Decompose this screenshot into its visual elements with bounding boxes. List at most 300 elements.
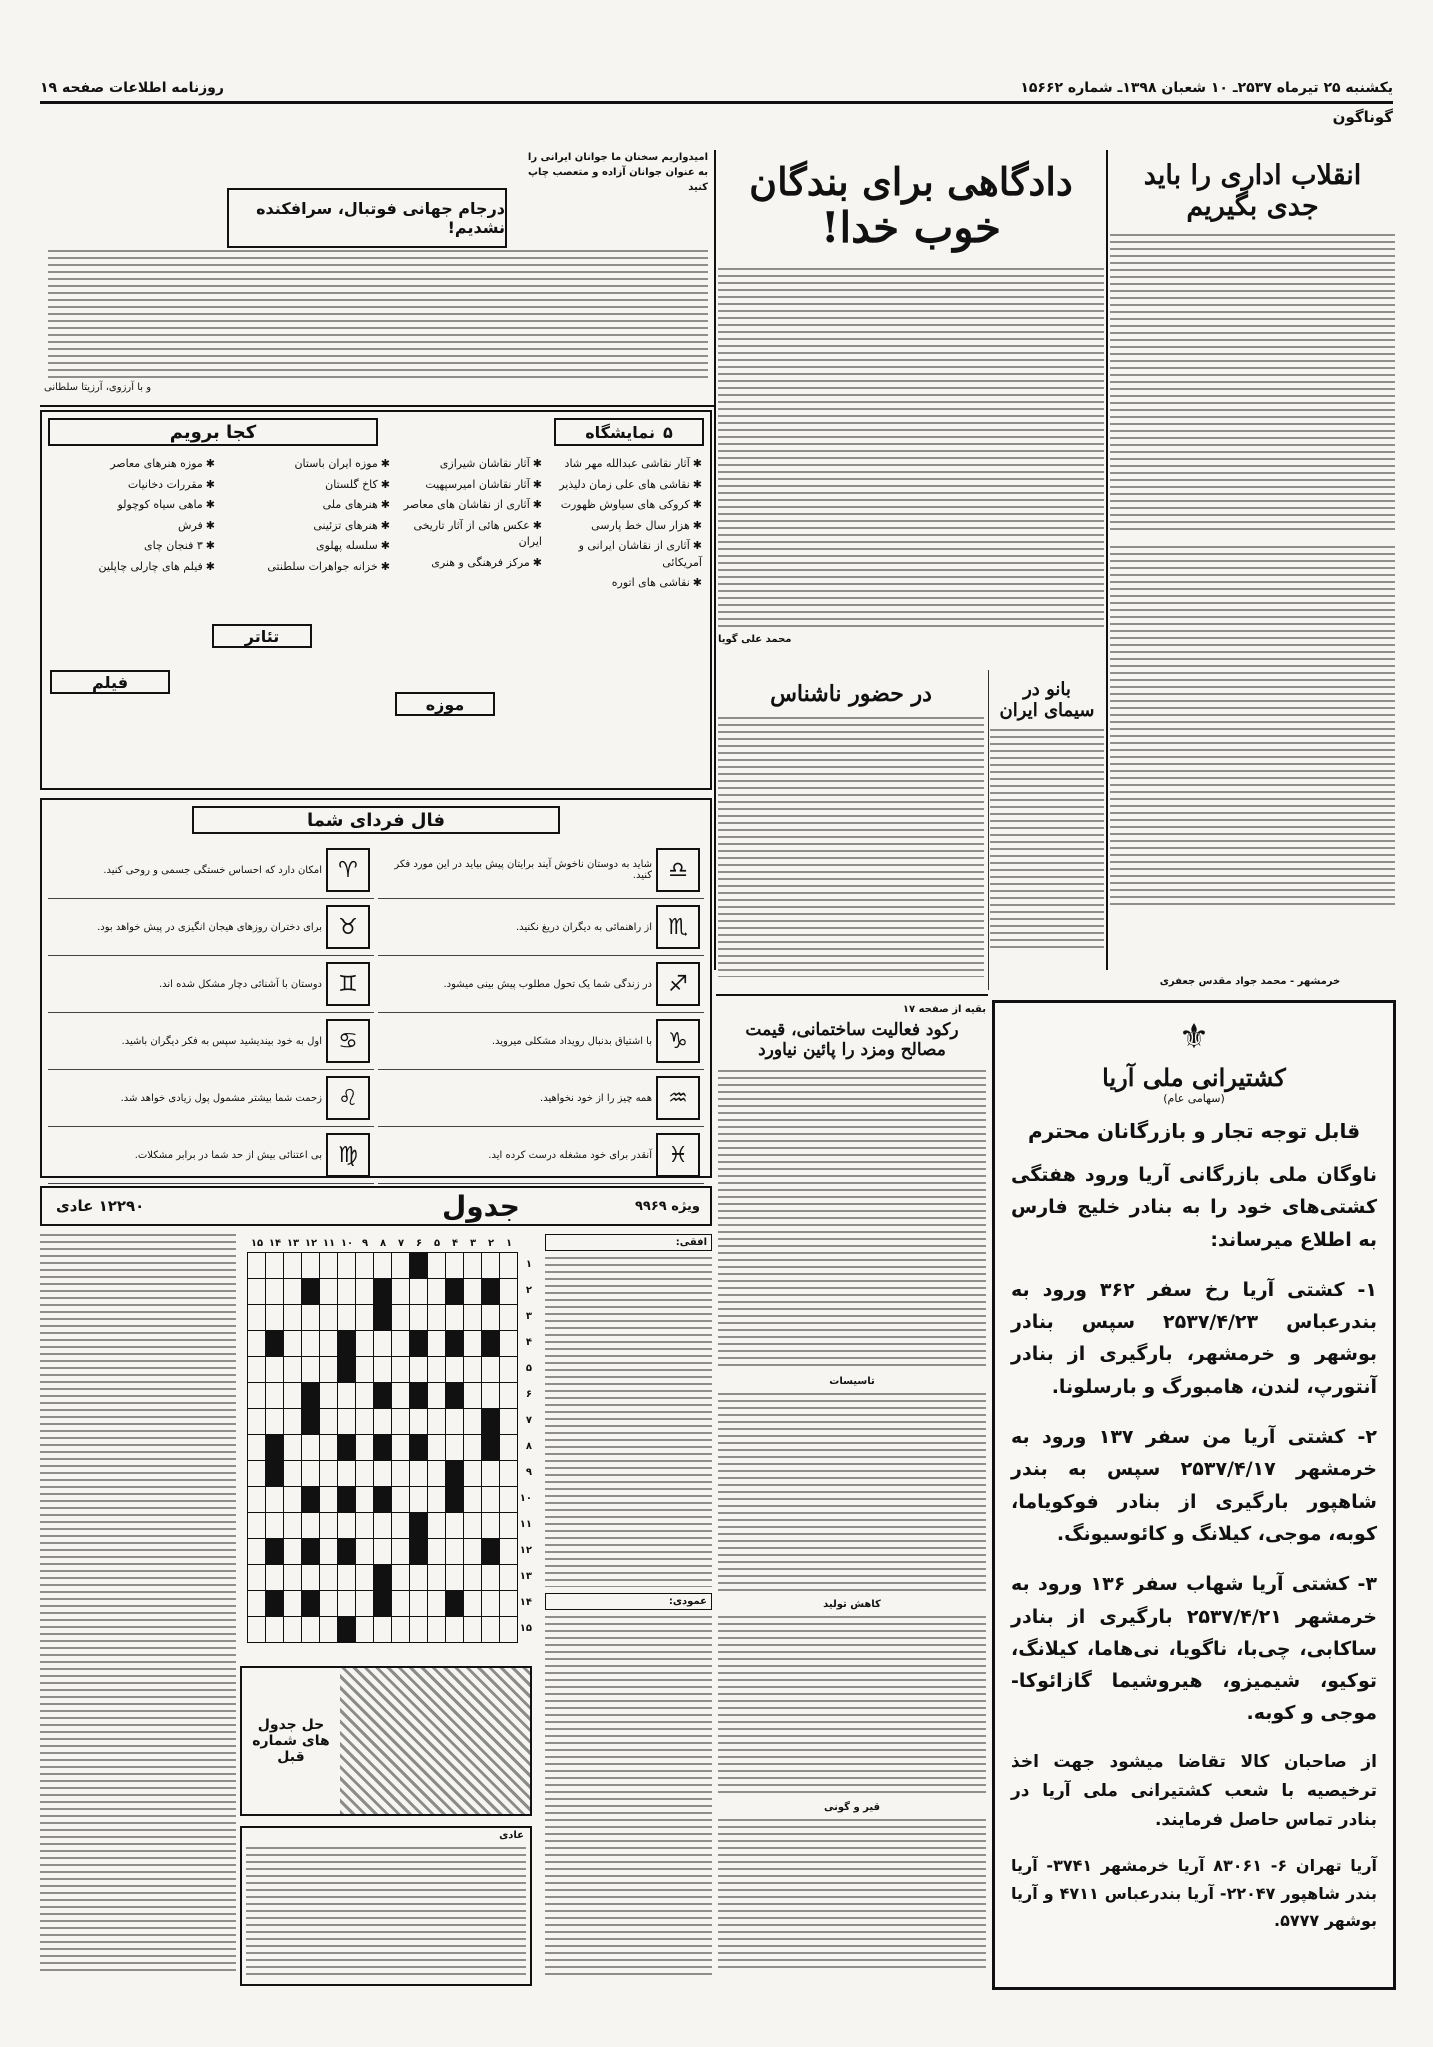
crossword-cell[interactable] [500, 1617, 518, 1643]
crossword-cell[interactable] [500, 1253, 518, 1279]
notice-item-2: ۲- کشتی آریا من سفر ۱۳۷ ورود به خرمشهر ۲۵۳۷/۴/۱۷ سپس به بندر شاهپور بارگیری از بنادر فوکویاما، کوبه، موجی، کیلانگ و کائوسیونگ. [1011, 1426, 1377, 1545]
company-name: کشتیرانی ملی آریا [1102, 1063, 1286, 1092]
crossword-cell[interactable] [338, 1513, 356, 1539]
list-item: ✱فرش [178, 518, 215, 532]
crossword-cell[interactable] [428, 1305, 446, 1331]
crossword-cell[interactable] [356, 1253, 374, 1279]
list-item: ✱کروکی های سیاوش ظهورت [560, 498, 702, 511]
crossword-cell[interactable] [248, 1591, 266, 1617]
crossword-block [410, 1435, 428, 1461]
crossword-cell[interactable] [284, 1617, 302, 1643]
horoscope-column-right [378, 842, 704, 1184]
crossword-cell[interactable] [266, 1487, 284, 1513]
article-court [718, 150, 1104, 670]
article-administrative-revolution [1110, 150, 1395, 970]
pisces-icon: ♓ [656, 1133, 700, 1177]
crossword-cell[interactable] [302, 1357, 320, 1383]
crossword-cell[interactable] [320, 1513, 338, 1539]
crossword-cell[interactable] [464, 1357, 482, 1383]
crossword-cell[interactable] [320, 1357, 338, 1383]
crossword-cell[interactable] [356, 1565, 374, 1591]
crossword-block [446, 1591, 464, 1617]
crossword-block [338, 1487, 356, 1513]
crossword-cell[interactable] [356, 1357, 374, 1383]
crossword-cell[interactable] [284, 1435, 302, 1461]
crossword-cell[interactable] [482, 1487, 500, 1513]
crossword-cell[interactable] [284, 1539, 302, 1565]
crossword-block [374, 1279, 392, 1305]
crossword-column-number: ۹ [361, 1238, 369, 1249]
section-title: گوناگون [1332, 108, 1393, 126]
crossword-cell[interactable] [248, 1279, 266, 1305]
crossword-cell[interactable] [338, 1253, 356, 1279]
crossword-header [40, 1186, 712, 1226]
crossword-row-number: ۶ [525, 1389, 532, 1400]
crossword-cell[interactable] [500, 1279, 518, 1305]
article-body [1110, 546, 1395, 906]
crossword-row-number: ۱۵ [519, 1623, 532, 1634]
listings-box [40, 410, 712, 790]
list-item: ✱موزه هنرهای معاصر [110, 457, 215, 470]
list-item: ✱هنرهای ملی [322, 498, 390, 511]
film-header: فیلم [50, 670, 170, 694]
crossword-column-number: ۶ [415, 1238, 423, 1249]
crossword-cell[interactable] [428, 1565, 446, 1591]
sagittarius-icon: ♐ [656, 962, 700, 1006]
crossword-cell[interactable] [500, 1383, 518, 1409]
list-item: ✱فیلم های چارلی چاپلین [98, 559, 215, 573]
crossword-block [302, 1487, 320, 1513]
where-to-go-header: کجا برویم [48, 418, 378, 446]
crossword-second-clues [240, 1826, 532, 1986]
crossword-cell[interactable] [428, 1513, 446, 1539]
crossword-cell[interactable] [500, 1539, 518, 1565]
crossword-cell[interactable] [320, 1487, 338, 1513]
crossword-cell[interactable] [464, 1513, 482, 1539]
crossword-cell[interactable] [410, 1305, 428, 1331]
crossword-cell[interactable] [320, 1539, 338, 1565]
crossword-cell[interactable] [284, 1279, 302, 1305]
crossword-cell[interactable] [428, 1331, 446, 1357]
crossword-cell[interactable] [428, 1435, 446, 1461]
crossword-cell[interactable] [410, 1357, 428, 1383]
crossword-cell[interactable] [248, 1487, 266, 1513]
crossword-cell[interactable] [374, 1513, 392, 1539]
horoscope-column-left [48, 842, 374, 1184]
crossword-cell[interactable] [374, 1409, 392, 1435]
crossword-block [410, 1253, 428, 1279]
crossword-row-number: ۲ [525, 1285, 532, 1296]
crossword-cell[interactable] [284, 1461, 302, 1487]
crossword-cell[interactable] [374, 1461, 392, 1487]
crossword-cell[interactable] [248, 1565, 266, 1591]
article-body [48, 250, 708, 380]
crossword-cell[interactable] [266, 1513, 284, 1539]
crossword-cell[interactable] [410, 1461, 428, 1487]
crossword-cell[interactable] [248, 1461, 266, 1487]
crossword-block [482, 1539, 500, 1565]
article-construction [718, 1000, 986, 1990]
crossword-cell[interactable] [482, 1513, 500, 1539]
crossword-cell[interactable] [248, 1383, 266, 1409]
crossword-cell[interactable] [284, 1357, 302, 1383]
crossword-clues-left [40, 1234, 236, 1984]
crossword-cell[interactable] [500, 1591, 518, 1617]
crossword-cell[interactable] [392, 1435, 410, 1461]
crossword-cell[interactable] [284, 1591, 302, 1617]
list-item: ✱نقاشی های علی زمان دلیذیر [559, 477, 702, 491]
crossword-cell[interactable] [374, 1357, 392, 1383]
crossword-block [302, 1409, 320, 1435]
crossword-cell[interactable] [248, 1253, 266, 1279]
crossword-cell[interactable] [482, 1383, 500, 1409]
horoscope-title: فال فردای شما [192, 806, 560, 834]
crossword-cell[interactable] [266, 1357, 284, 1383]
crossword-block [266, 1591, 284, 1617]
crossword-cell[interactable] [284, 1331, 302, 1357]
crossword-block [266, 1461, 284, 1487]
crossword-cell[interactable] [284, 1487, 302, 1513]
section-rule [716, 994, 988, 996]
date-line: یکشنبه ۲۵ تیرماه ۲۵۳۷ـ ۱۰ شعبان ۱۳۹۸ـ شماره ۱۵۶۶۲ [1020, 80, 1393, 96]
crossword-cell[interactable] [500, 1487, 518, 1513]
crossword-cell[interactable] [464, 1305, 482, 1331]
article-subhead: کاهش تولید [823, 1599, 881, 1611]
exhibition-header [554, 418, 704, 446]
crossword-cell[interactable] [500, 1409, 518, 1435]
crossword-number: ۱۲۲۹۰ عادی [56, 1197, 145, 1215]
crossword-cell[interactable] [464, 1253, 482, 1279]
horoscope-entry: ♓ آنقدر برای خود مشغله درست کرده اید. [378, 1127, 704, 1184]
crossword-cell[interactable] [302, 1435, 320, 1461]
list-item: ✱نقاشی های اتوره [611, 576, 702, 589]
crossword-cell[interactable] [356, 1409, 374, 1435]
crossword-cell[interactable] [428, 1591, 446, 1617]
crossword-cell[interactable] [302, 1461, 320, 1487]
crossword-cell[interactable] [338, 1461, 356, 1487]
crossword-row-number: ۱۰ [519, 1493, 532, 1504]
crossword-block [410, 1383, 428, 1409]
aquarius-icon: ♒ [656, 1076, 700, 1120]
crossword-cell[interactable] [374, 1331, 392, 1357]
crossword-cell[interactable] [266, 1565, 284, 1591]
crossword-cell[interactable] [392, 1409, 410, 1435]
crossword-cell[interactable] [464, 1565, 482, 1591]
crossword-cell[interactable] [428, 1383, 446, 1409]
crossword-block [266, 1435, 284, 1461]
crossword-block [410, 1513, 428, 1539]
article-title-line2: سیمای ایران [999, 699, 1095, 721]
crossword-cell[interactable] [284, 1253, 302, 1279]
crossword-cell[interactable] [482, 1253, 500, 1279]
crossword-cell[interactable] [446, 1409, 464, 1435]
crossword-block [374, 1305, 392, 1331]
crossword-cell[interactable] [284, 1383, 302, 1409]
article-subhead: تاسیسات [829, 1376, 875, 1388]
article-lead: امیدواریم سخنان ما جوانان ایرانی را به عنوان جوانان آزاده و متعصب چاپ کنید [527, 152, 708, 193]
crossword-column-number: ۳ [469, 1238, 477, 1249]
crossword-cell[interactable] [248, 1409, 266, 1435]
crossword-row-number: ۱۲ [519, 1545, 532, 1556]
crossword-column-number: ۲ [487, 1238, 495, 1249]
crossword-cell[interactable] [284, 1565, 302, 1591]
crossword-cell[interactable] [356, 1487, 374, 1513]
crossword-cell[interactable] [284, 1513, 302, 1539]
notice-heading: قابل توجه تجار و بازرگانان محترم [1027, 1119, 1361, 1143]
crossword-cell[interactable] [356, 1279, 374, 1305]
crossword-cell[interactable] [338, 1305, 356, 1331]
crossword-block [266, 1331, 284, 1357]
crossword-cell[interactable] [374, 1539, 392, 1565]
article-kicker: بقیه از صفحه ۱۷ [902, 1004, 986, 1015]
crossword-cell[interactable] [320, 1253, 338, 1279]
crossword-cell[interactable] [248, 1435, 266, 1461]
crossword-cell[interactable] [482, 1591, 500, 1617]
crossword-block [482, 1331, 500, 1357]
crossword-block [446, 1461, 464, 1487]
crossword-cell[interactable] [302, 1331, 320, 1357]
crossword-cell[interactable] [248, 1617, 266, 1643]
crossword-cell[interactable] [392, 1253, 410, 1279]
crossword-cell[interactable] [392, 1513, 410, 1539]
crossword-column-number: ۵ [433, 1238, 441, 1249]
crossword-cell[interactable] [374, 1253, 392, 1279]
crossword-cell[interactable] [410, 1409, 428, 1435]
crossword-cell[interactable] [500, 1357, 518, 1383]
crossword-row-number: ۴ [525, 1337, 532, 1348]
crossword-cell[interactable] [392, 1357, 410, 1383]
crossword-block [374, 1435, 392, 1461]
article-title: در حضور ناشناس [770, 681, 932, 707]
crossword-cell[interactable] [446, 1305, 464, 1331]
crossword-cell[interactable] [428, 1409, 446, 1435]
crossword-cell[interactable] [392, 1539, 410, 1565]
crossword-cell[interactable] [446, 1253, 464, 1279]
crossword-cell[interactable] [428, 1617, 446, 1643]
solution-label: حل جدول های شماره قبل [252, 1717, 330, 1765]
crossword-cell[interactable] [464, 1409, 482, 1435]
crossword-cell[interactable] [356, 1513, 374, 1539]
horoscope-entry: ♈ امکان دارد که احساس خستگی جسمی و روحی کنید. [48, 842, 374, 899]
crossword-cell[interactable] [320, 1409, 338, 1435]
crossword-cell[interactable] [320, 1279, 338, 1305]
crossword-cell[interactable] [302, 1253, 320, 1279]
crossword-cell[interactable] [500, 1461, 518, 1487]
crossword-cell[interactable] [410, 1591, 428, 1617]
crossword-cell[interactable] [410, 1487, 428, 1513]
crossword-cell[interactable] [320, 1591, 338, 1617]
crossword-cell[interactable] [356, 1591, 374, 1617]
crossword-cell[interactable] [464, 1617, 482, 1643]
crossword-cell[interactable] [482, 1357, 500, 1383]
crossword-cell[interactable] [266, 1409, 284, 1435]
crossword-cell[interactable] [356, 1461, 374, 1487]
crossword-cell[interactable] [464, 1591, 482, 1617]
crossword-cell[interactable] [482, 1305, 500, 1331]
crossword-cell[interactable] [392, 1591, 410, 1617]
crossword-column-number: ۱۴ [268, 1238, 282, 1249]
horoscope-entry: ♏ از راهنمائی به دیگران دریغ نکنید. [378, 899, 704, 956]
crossword-cell[interactable] [320, 1461, 338, 1487]
crossword-cell[interactable] [392, 1279, 410, 1305]
crossword-cell[interactable] [266, 1305, 284, 1331]
crossword-block [302, 1279, 320, 1305]
crossword-cell[interactable] [464, 1461, 482, 1487]
crossword-cell[interactable] [446, 1513, 464, 1539]
crossword-cell[interactable] [356, 1539, 374, 1565]
crossword-cell[interactable] [464, 1279, 482, 1305]
list-item: ✱آثار نقاشان امیرسپهیت [425, 477, 542, 491]
crossword-cell[interactable] [428, 1357, 446, 1383]
crossword-cell[interactable] [392, 1305, 410, 1331]
crossword-block [302, 1383, 320, 1409]
crossword-cell[interactable] [338, 1565, 356, 1591]
crossword-table [247, 1252, 518, 1643]
crossword-cell[interactable] [464, 1383, 482, 1409]
crossword-cell[interactable] [482, 1617, 500, 1643]
notice-item-1: ۱- کشتی آریا رخ سفر ۳۶۲ ورود به بندرعباس ۲۵۳۷/۴/۲۳ سپس بنادر بوشهر و خرمشهر، بارگیری از بنادر آنتورپ، لندن، هامبورگ و بارسلونا. [1011, 1278, 1377, 1398]
crossword-cell[interactable] [302, 1565, 320, 1591]
crossword-cell[interactable] [338, 1409, 356, 1435]
crossword-column-number: ۱۱ [322, 1238, 336, 1249]
article-author: محمد علی گویا [718, 633, 792, 645]
crossword-cell[interactable] [320, 1383, 338, 1409]
crossword-cell[interactable] [248, 1305, 266, 1331]
article-signature: و با آرزوی، آرزیتا سلطانی [44, 382, 152, 393]
ofoghi-label: افقی: [545, 1234, 712, 1251]
crossword-block [410, 1539, 428, 1565]
libra-icon: ♎ [656, 848, 700, 892]
horoscope-entry: ♐ در زندگی شما یک تحول مطلوب پیش بینی میشود. [378, 956, 704, 1013]
crossword-cell[interactable] [392, 1461, 410, 1487]
crossword-cell[interactable] [392, 1487, 410, 1513]
crossword-cell[interactable] [482, 1461, 500, 1487]
crossword-cell[interactable] [248, 1513, 266, 1539]
crossword-cell[interactable] [302, 1305, 320, 1331]
aries-icon: ♈ [326, 848, 370, 892]
crossword-column-number: ۱۵ [250, 1238, 264, 1249]
crossword-cell[interactable] [464, 1331, 482, 1357]
crossword-cell[interactable] [410, 1279, 428, 1305]
crossword-cell[interactable] [464, 1539, 482, 1565]
article-body [718, 1819, 986, 1969]
arya-shipping-notice [992, 1000, 1396, 1990]
crossword-cell[interactable] [320, 1565, 338, 1591]
crossword-cell[interactable] [428, 1461, 446, 1487]
article-world-cup-letter [40, 150, 712, 400]
horoscope-entry: ♌ زحمت شما بیشتر مشمول پول زیادی خواهد شد. [48, 1070, 374, 1127]
crossword-block [374, 1565, 392, 1591]
list-item: ✱موزه ایران باستان [294, 457, 390, 470]
crossword-cell[interactable] [428, 1539, 446, 1565]
crossword-cell[interactable] [356, 1383, 374, 1409]
crossword-cell[interactable] [320, 1435, 338, 1461]
list-item: ✱سلسله پهلوی [316, 539, 390, 552]
crossword-cell[interactable] [284, 1409, 302, 1435]
crossword-row-number: ۱ [525, 1259, 532, 1270]
crossword-cell[interactable] [392, 1565, 410, 1591]
crossword-block [338, 1435, 356, 1461]
crossword-cell[interactable] [392, 1383, 410, 1409]
crossword-cell[interactable] [464, 1435, 482, 1461]
crossword-cell[interactable] [428, 1279, 446, 1305]
crossword-cell[interactable] [410, 1617, 428, 1643]
crossword-column-number: ۱۲ [304, 1238, 318, 1249]
crossword-cell[interactable] [428, 1487, 446, 1513]
crossword-cell[interactable] [482, 1565, 500, 1591]
crossword-cell[interactable] [266, 1617, 284, 1643]
crossword-cell[interactable] [446, 1435, 464, 1461]
crossword-cell[interactable] [446, 1539, 464, 1565]
crossword-cell[interactable] [266, 1383, 284, 1409]
crossword-block [374, 1591, 392, 1617]
crossword-cell[interactable] [500, 1331, 518, 1357]
crossword-block [482, 1279, 500, 1305]
crossword-cell[interactable] [410, 1565, 428, 1591]
page-header [40, 76, 1393, 104]
crossword-cell[interactable] [392, 1617, 410, 1643]
crossword-cell[interactable] [446, 1565, 464, 1591]
crossword-cell[interactable] [320, 1305, 338, 1331]
crossword-cell[interactable] [320, 1617, 338, 1643]
crossword-cell[interactable] [248, 1331, 266, 1357]
crossword-cell[interactable] [356, 1305, 374, 1331]
crossword-block [338, 1357, 356, 1383]
crossword-cell[interactable] [338, 1279, 356, 1305]
crossword-cell[interactable] [266, 1253, 284, 1279]
crossword-cell[interactable] [356, 1617, 374, 1643]
column-rule [1106, 150, 1108, 970]
exhibition-number: ۵ [663, 422, 673, 442]
article-body [718, 717, 984, 977]
crossword-cell[interactable] [248, 1357, 266, 1383]
crossword-cell[interactable] [392, 1331, 410, 1357]
article-body [718, 1393, 986, 1593]
crossword-cell[interactable] [500, 1513, 518, 1539]
column-rule [714, 150, 716, 970]
crossword-solutions [240, 1666, 532, 1816]
horoscope-entry: ♊ دوستان با آشنائی دچار مشکل شده اند. [48, 956, 374, 1013]
list-item: ✱آثار نقاشی عبدالله مهر شاد [564, 457, 702, 470]
list-item: ✱آثار نقاشان شیرازی [439, 457, 542, 470]
article-body [1110, 234, 1395, 534]
crossword-cell[interactable] [446, 1617, 464, 1643]
crossword-cell[interactable] [338, 1383, 356, 1409]
article-body [718, 1070, 986, 1370]
crossword-cell[interactable] [356, 1331, 374, 1357]
crossword-vizhe-number: ویژه ۹۹۶۹ [634, 1198, 700, 1214]
crossword-cell[interactable] [338, 1591, 356, 1617]
crossword-cell[interactable] [374, 1617, 392, 1643]
crossword-cell[interactable] [302, 1513, 320, 1539]
crossword-cell[interactable] [464, 1487, 482, 1513]
crossword-cell[interactable] [284, 1305, 302, 1331]
crossword-cell[interactable] [320, 1331, 338, 1357]
crossword-cell[interactable] [356, 1435, 374, 1461]
crossword-cell[interactable] [266, 1279, 284, 1305]
crossword-cell[interactable] [302, 1617, 320, 1643]
crossword-row-number: ۳ [525, 1311, 532, 1322]
crossword-block [446, 1331, 464, 1357]
crossword-cell[interactable] [248, 1539, 266, 1565]
crossword-row-number: ۵ [525, 1363, 532, 1374]
crossword-cell[interactable] [500, 1435, 518, 1461]
crossword-cell[interactable] [500, 1305, 518, 1331]
crossword-cell[interactable] [428, 1253, 446, 1279]
list-item: ✱آثاری از نقاشان های معاصر [403, 498, 542, 511]
crossword-cell[interactable] [500, 1565, 518, 1591]
crossword-cell[interactable] [446, 1357, 464, 1383]
